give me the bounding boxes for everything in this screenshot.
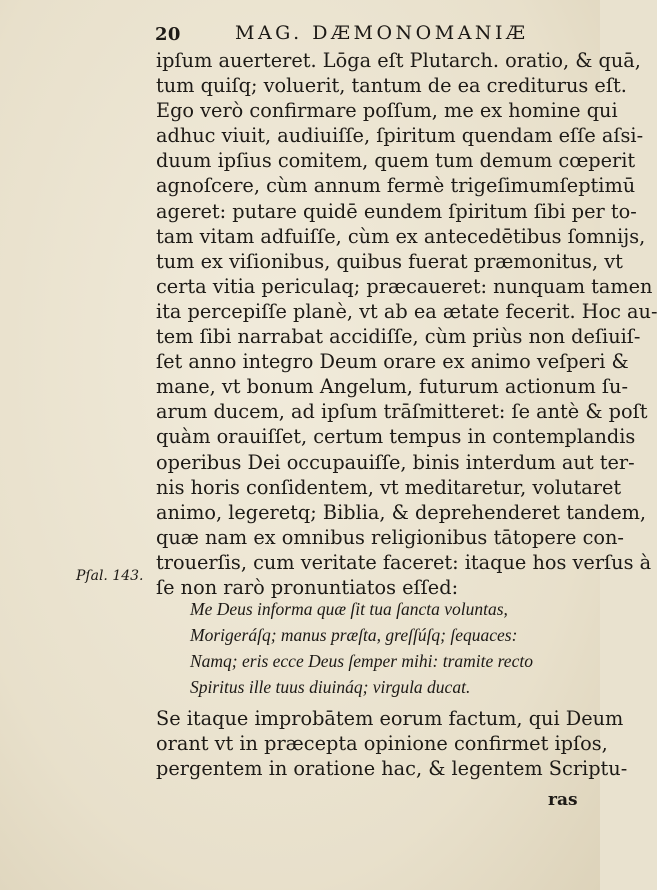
text-line: agnoſcere, cùm annum fermè trigeſimumſeptimū [156,174,636,198]
text-line: adhuc viuit, audiuiſſe, ſpiritum quendam eſſe aſsi- [156,124,644,148]
text-line: tum quiſq; voluerit, tantum de ea crediturus eſt. [156,74,627,98]
text-line: ſet anno integro Deum orare ex animo veſperi & [156,350,629,374]
verse-line: Spiritus ille tuus diuináq; virgula ducat. [190,677,471,697]
text-line: quæ nam ex omnibus religionibus tātopere con- [156,525,624,549]
page-header [155,22,565,48]
verse-line: Morigeráſq; manus præſta, greſſúſq; ſequaces: [190,625,518,645]
text-line: tem ſibi narrabat accidiſſe, cùm priùs non deſiuiſ- [156,325,641,349]
verse-block [190,596,590,700]
text-line: tam vitam adfuiſſe, cùm ex antecedētibus ſomnijs, [156,224,646,248]
main-text-block [156,48,657,600]
text-line: pergentem in oratione hac, & legentem Scriptu- [156,757,628,781]
text-line: nis horis conſidentem, vt meditaretur, volutaret [156,475,622,499]
text-line: Ego verò confirmare poſſum, me ex homine qui [156,99,618,123]
page-number: 20 [155,24,181,45]
text-line: ipſum auerteret. Lōga eſt Plutarch. oratio, & quā, [156,49,641,72]
text-line: operibus Dei occupauiſſe, binis interdum aut ter- [156,450,635,474]
text-line: tum ex viſionibus, quibus fuerat præmonitus, vt [156,249,623,273]
text-line: orant vt in præcepta opinione confirmet ipſos, [156,732,608,756]
text-line: quàm orauiſſet, certum tempus in contemplandis [156,425,636,449]
running-title: MAG. DÆMONOMANIÆ [235,22,529,44]
closing-text-block [156,706,628,781]
text-line: arum ducem, ad ipſum trāſmitteret: ſe antè & poſt [156,400,648,424]
text-line: ſe non rarò pronuntiatos eſſed: [156,575,459,599]
text-line: animo, legeretq; Biblia, & deprehenderet tandem, [156,500,647,524]
catchword: ras [548,790,578,810]
text-line: ita percepiſſe planè, vt ab ea ætate fecerit. Hoc au- [156,299,657,323]
verse-line: Namq; eris ecce Deus ſemper mihi: tramite recto [190,651,533,671]
text-line: certa vitia periculaq; præcaueret: nunquam tamen [156,274,653,298]
text-line: duum ipſius comitem, quem tum demum cœperit [156,149,636,173]
text-line: Se itaque improbātem eorum factum, qui Deum [156,707,624,730]
text-line: ageret: putare quidē eundem ſpiritum ſibi per to- [156,199,637,223]
margin-note: Pſal. 143. [76,568,144,584]
text-line: mane, vt bonum Angelum, futurum actionum ſu- [156,375,628,399]
text-line: trouerſis, cum veritate faceret: itaque hos verſus à [156,550,652,574]
verse-line: Me Deus informa quæ ſit tua ſancta voluntas, [190,599,508,619]
